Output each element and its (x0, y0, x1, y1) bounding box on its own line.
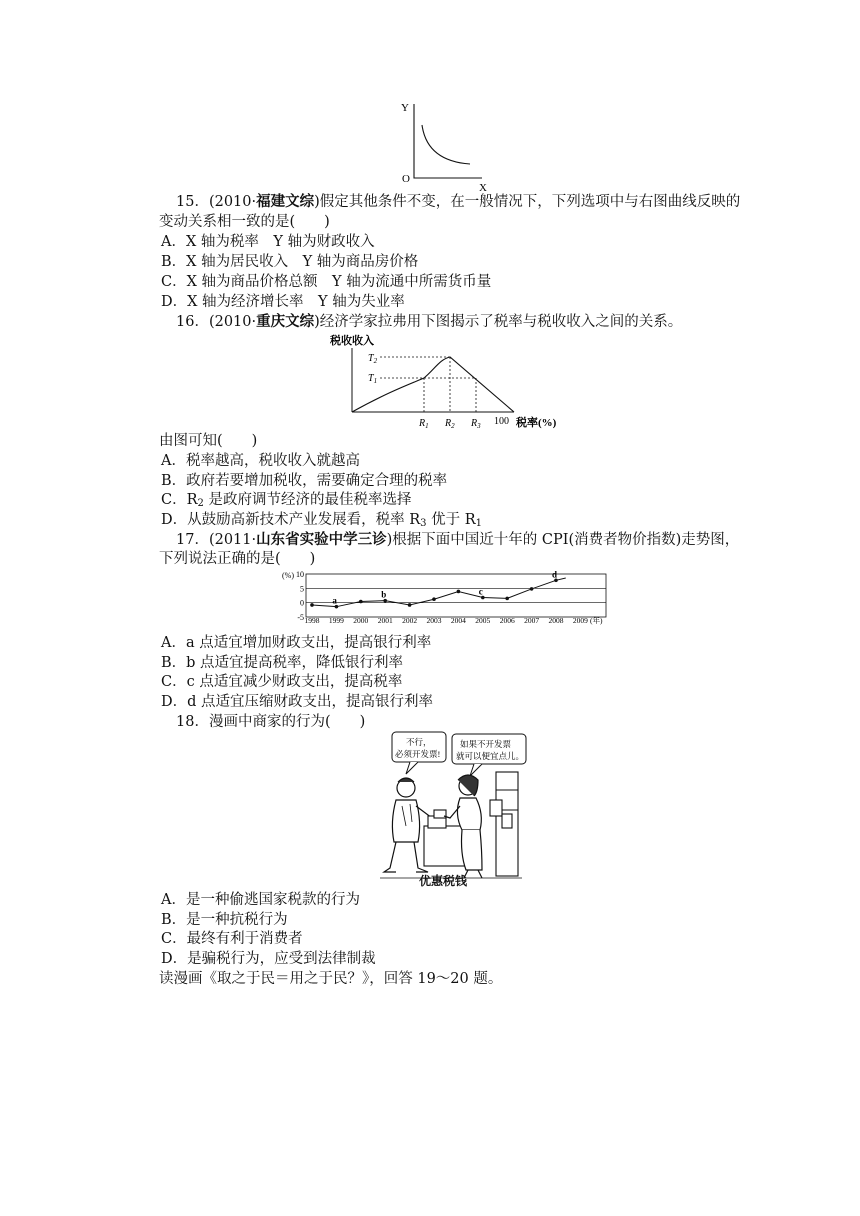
q18-option-c: C．最终有利于消费者 (161, 931, 303, 947)
cpi-x-tick-label: 2005 (475, 616, 491, 625)
tax-cartoon (370, 730, 530, 890)
y-axis-line (414, 104, 482, 178)
cpi-data-point (457, 590, 461, 594)
q16-option-b: B．政府若要增加税收，需要确定合理的税率 (161, 473, 448, 489)
q15-number: 15．(2010· (176, 194, 257, 210)
cpi-x-tick-label: 2009 (572, 616, 588, 625)
q15-stem-text: )假定其他条件不变，在一般情况下，下列选项中与右图曲线反映的 (314, 194, 741, 210)
t1-label: $T_1$ (368, 373, 378, 385)
q16-option-a: A．税率越高，税收收入就越高 (161, 453, 360, 469)
cpi-data-point (310, 603, 314, 607)
bubble-left-line1: 不行， (406, 737, 432, 747)
q16-number: 16．(2010· (176, 314, 257, 330)
q18-option-b: B．是一种抗税行为 (161, 912, 288, 928)
cpi-x-tick-label: 2008 (548, 616, 564, 625)
q15-source: 福建文综 (256, 194, 315, 210)
r3-label: $R_3$ (471, 418, 481, 430)
q17-number: 17．(2011· (176, 532, 257, 548)
q15-stem-line1 (176, 193, 740, 212)
q18-option-a: A．是一种偷逃国家税款的行为 (161, 892, 360, 908)
cpi-data-point (432, 597, 436, 601)
cpi-x-tick-label: 1998 (304, 616, 320, 625)
cpi-point-label: d (552, 570, 558, 580)
q18-option-d: D．是骗税行为，应受到法律制裁 (161, 951, 376, 967)
q15-stem-line2: 变动关系相一致的是( ) (159, 214, 330, 230)
q17-option-b: B．b 点适宜提高税率，降低银行利率 (161, 655, 404, 671)
cpi-y-tick-label: 10 (296, 570, 304, 579)
cpi-y-tick-label: -5 (297, 613, 304, 622)
q18-stem: 18．漫画中商家的行为( ) (176, 714, 366, 730)
q17-stem-line1 (176, 531, 739, 550)
bubble-left-line2: 必须开发票! (395, 749, 441, 759)
y-axis-label: Y (401, 102, 409, 114)
q15-option-c: C．X 轴为商品价格总额 Y 轴为流通中所需货币量 (161, 274, 492, 290)
x-axis-label: X (479, 182, 487, 193)
laffer-xlabel: 税率(%) (516, 417, 557, 429)
q16-option-d: D．从鼓励高新技术产业发展看，税率 $R_3$ 优于 $R_1$ (161, 512, 483, 529)
cpi-x-tick-label: 2000 (353, 616, 369, 625)
cpi-x-unit: (年) (590, 616, 603, 625)
q15-option-a: A．X 轴为税率 Y 轴为财政收入 (161, 234, 375, 250)
t2-label: $T_2$ (368, 353, 378, 365)
cpi-x-tick-label: 1999 (328, 616, 344, 625)
q17-option-a: A．a 点适宜增加财政支出，提高银行利率 (161, 635, 432, 651)
q17-stem-line2: 下列说法正确的是( ) (159, 551, 316, 567)
tail-instruction: 读漫画《取之于民＝用之于民？》，回答 19～20 题。 (159, 971, 503, 987)
r2-label: $R_2$ (445, 418, 455, 430)
origin-label: O (402, 173, 410, 185)
q16-lead: 由图可知( ) (159, 433, 258, 449)
q16-stem-text: )经济学家拉弗用下图揭示了税率与税收收入之间的关系。 (314, 314, 683, 330)
laffer-ylabel: 税收收入 (330, 335, 374, 347)
cpi-x-tick-label: 2001 (377, 616, 393, 625)
cpi-data-point (408, 603, 412, 607)
r1-label: $R_1$ (419, 418, 429, 430)
q17-option-c: C．c 点适宜减少财政支出，提高税率 (161, 674, 403, 690)
cpi-data-point (505, 597, 509, 601)
cpi-y-tick-label: 0 (300, 598, 304, 608)
cartoon-caption: 优惠税钱 (419, 874, 468, 888)
cpi-x-tick-label: 2006 (499, 616, 515, 625)
cpi-x-tick-label: 2002 (402, 616, 418, 625)
cpi-data-point (359, 600, 363, 604)
x-100-label: 100 (494, 416, 509, 427)
cpi-data-point (530, 587, 534, 591)
cpi-point-label: a (332, 595, 337, 606)
cpi-x-tick-label: 2007 (524, 616, 540, 625)
cpi-ylabel: (%) (282, 571, 294, 580)
cpi-x-tick-label: 2003 (426, 616, 442, 625)
cpi-plot-frame (306, 574, 606, 617)
cpi-line-chart (280, 570, 610, 628)
q16-option-c: C．$R_2$ 是政府调节经济的最佳税率选择 (161, 492, 412, 509)
inverse-curve (422, 125, 470, 164)
cpi-x-tick-label: 2004 (450, 616, 466, 625)
q15-option-d: D．X 轴为经济增长率 Y 轴为失业率 (161, 294, 405, 310)
q16-stem (176, 313, 682, 332)
cpi-point-label: c (478, 586, 483, 597)
q17-option-d: D．d 点适宜压缩财政支出，提高银行利率 (161, 694, 434, 710)
bubble-right-line1: 如果不开发票 (460, 739, 512, 749)
q17-source: 山东省实验中学三诊 (256, 532, 387, 548)
cpi-y-tick-label: 5 (300, 584, 304, 594)
bubble-right-line2: 就可以便宜点儿。 (456, 751, 525, 761)
q15-option-b: B．X 轴为居民收入 Y 轴为商品房价格 (161, 254, 419, 270)
q16-source: 重庆文综 (256, 314, 315, 330)
laffer-curve-figure (328, 332, 568, 432)
q17-stem-text: )根据下面中国近十年的 CPI(消费者物价指数)走势图， (386, 532, 740, 548)
shelf (490, 772, 518, 876)
xy-curve-figure (392, 98, 492, 193)
cpi-point-label: b (381, 589, 387, 600)
